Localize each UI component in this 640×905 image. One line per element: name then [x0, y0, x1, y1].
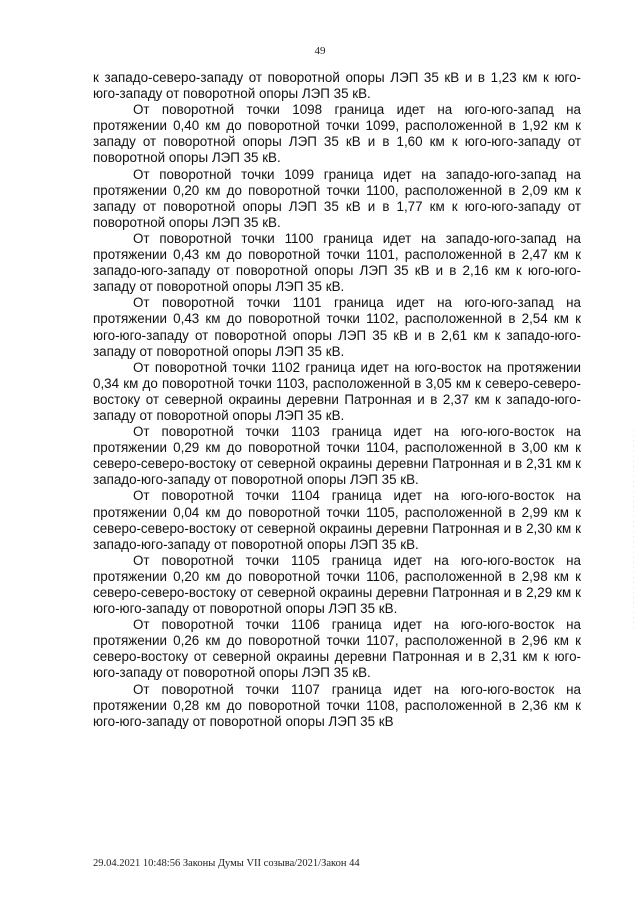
- paragraph-point-1103: От поворотной точки 1103 граница идет на юго-юго-восток на протяжении 0,29 км до поворотной точки 1104, расположенной в 3,00 км к северо-северо-востоку от северной окраины деревни Патронная и в 2,31 км к западо-юго-западу от поворотной опоры ЛЭП 35 кВ.: [93, 424, 581, 488]
- document-body: [93, 70, 581, 730]
- paragraph-point-1100: От поворотной точки 1100 граница идет на западо-юго-запад на протяжении 0,43 км до поворотной точки 1101, расположенной в 2,47 км к западо-юго-западу от поворотной опоры ЛЭП 35 кВ и в 2,16 км к юго-юго-западу от поворотной опоры ЛЭП 35 кВ.: [93, 230, 581, 295]
- paragraph-continuation: к западо-северо-западу от поворотной опоры ЛЭП 35 кВ и в 1,23 км к юго-юго-западу от поворотной опоры ЛЭП 35 кВ.: [93, 70, 581, 102]
- document-footer: 29.04.2021 10:48:56 Законы Думы VII созыва/2021/Закон 44: [93, 858, 360, 869]
- paragraph-point-1104: От поворотной точки 1104 граница идет на юго-юго-восток на протяжении 0,04 км до поворотной точки 1105, расположенной в 2,99 км к северо-северо-востоку от северной окраины деревни Патронная и в 2,30 км к западо-юго-западу от поворотной опоры ЛЭП 35 кВ.: [93, 488, 581, 552]
- paragraph-point-1099: От поворотной точки 1099 граница идет на западо-юго-запад на протяжении 0,20 км до поворотной точки 1100, расположенной в 2,09 км к западу от поворотной опоры ЛЭП 35 кВ и в 1,77 км к юго-юго-западу от поворотной опоры ЛЭП 35 кВ.: [93, 166, 581, 230]
- paragraph-point-1105: От поворотной точки 1105 граница идет на юго-юго-восток на протяжении 0,20 км до поворотной точки 1106, расположенной в 2,98 км к северо-северо-востоку от северной окраины деревни Патронная и в 2,29 км к юго-юго-западу от поворотной опоры ЛЭП 35 кВ.: [93, 552, 581, 617]
- paragraph-point-1107: От поворотной точки 1107 граница идет на юго-юго-восток на протяжении 0,28 км до поворотной точки 1108, расположенной в 2,36 км к юго-юго-западу от поворотной опоры ЛЭП 35 кВ: [93, 681, 581, 729]
- paragraph-point-1101: От поворотной точки 1101 граница идет на юго-юго-запад на протяжении 0,43 км до поворотной точки 1102, расположенной в 2,54 км к юго-юго-западу от поворотной опоры ЛЭП 35 кВ и в 2,61 км к западо-юго-западу от поворотной опоры ЛЭП 35 кВ.: [93, 295, 581, 359]
- paragraph-point-1106: От поворотной точки 1106 граница идет на юго-юго-восток на протяжении 0,26 км до поворотной точки 1107, расположенной в 2,96 км к северо-востоку от северной окраины деревни Патронная и в 2,31 км к юго-юго-западу от поворотной опоры ЛЭП 35 кВ.: [93, 617, 581, 681]
- paragraph-point-1098: От поворотной точки 1098 граница идет на юго-юго-запад на протяжении 0,40 км до поворотной точки 1099, расположенной в 1,92 км к западу от поворотной опоры ЛЭП 35 кВ и в 1,60 км к юго-юго-западу от поворотной опоры ЛЭП 35 кВ.: [93, 102, 581, 166]
- page-number: 49: [314, 45, 326, 57]
- margin-scan-mark: · · · · · · · · · · · · · · · · · · · · · · · · · · · · · · · · · · · · · · · ·: [630, 430, 636, 630]
- paragraph-point-1102: От поворотной точки 1102 граница идет на юго-восток на протяжении 0,34 км до поворотной точки 1103, расположенной в 3,05 км к северо-северо-востоку от северной окраины деревни Патронная и в 2,37 км к западо-юго-западу от поворотной опоры ЛЭП 35 кВ.: [93, 359, 581, 423]
